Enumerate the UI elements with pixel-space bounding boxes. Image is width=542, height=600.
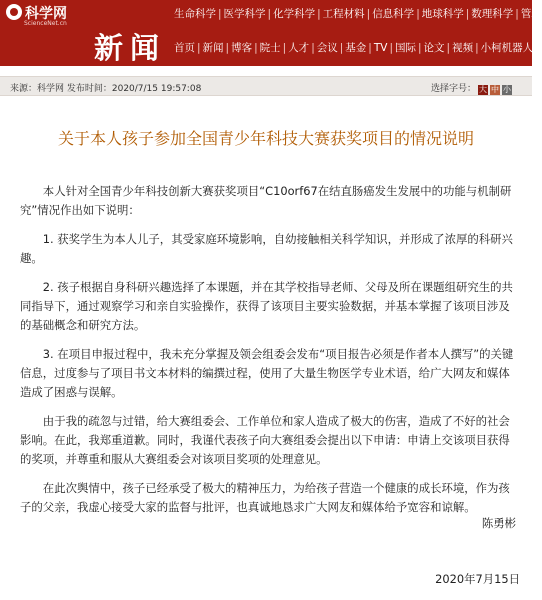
nav-item-information[interactable]: 信息科学 — [372, 8, 415, 20]
nav-item-blog[interactable]: 博客 — [231, 42, 253, 54]
nav-separator: | — [282, 42, 287, 54]
main-nav — [174, 40, 532, 58]
nav-separator: | — [197, 42, 201, 54]
nav-separator: | — [218, 8, 222, 20]
nav-separator: | — [389, 42, 393, 54]
nav-item-fund[interactable]: 基金 — [345, 42, 367, 54]
nav-separator: | — [267, 8, 272, 20]
nav-item-life-science[interactable]: 生命科学 — [174, 8, 216, 20]
section-title: 新闻 — [94, 31, 167, 65]
font-size-label: 选择字号： — [430, 84, 476, 94]
nav-item-robot[interactable]: 小柯机器人 — [480, 42, 534, 54]
nav-separator: | — [311, 42, 315, 54]
logo-icon — [6, 4, 22, 20]
nav-separator: | — [465, 8, 470, 20]
font-size-large-button[interactable]: 大 — [479, 85, 487, 94]
nav-separator: | — [416, 8, 420, 20]
article-paragraph: 3. 在项目申报过程中，我未充分掌握及领会组委会发布“项目报告必须是作者本人撰写”的关键信息，过度参与了项目书文本材料的编撰过程，使用了大量生物医学专业术语，给广大网友和媒体造成了困惑与误解。 — [20, 347, 514, 399]
nav-item-papers[interactable]: 论文 — [423, 42, 445, 54]
nav-item-engineering[interactable]: 工程材料 — [322, 8, 365, 20]
nav-separator: | — [339, 42, 344, 54]
nav-item-talent[interactable]: 人才 — [288, 42, 310, 54]
nav-item-academician[interactable]: 院士 — [259, 42, 281, 54]
nav-item-news[interactable]: 新闻 — [202, 42, 224, 54]
logo-subtitle: ScienceNet.cn — [24, 20, 67, 27]
article-paragraph: 由于我的疏忽与过错，给大赛组委会、工作单位和家人造成了极大的伤害，造成了不好的社会影响。在此，我郑重道歉。同时，我谨代表孩子向大赛组委会提出以下申请：申请上交该项目获得的奖项，并尊重和服从大赛组委会对该项目奖项的处理意见。 — [20, 414, 510, 466]
nav-item-management[interactable]: 管理 — [520, 8, 542, 20]
nav-separator: | — [225, 42, 230, 54]
article-body — [20, 182, 515, 527]
nav-separator: | — [515, 8, 519, 20]
article-paragraph: 2. 孩子根据自身科研兴趣选择了本课题，并在其学校指导老师、父母及所在课题组研究生的共同指导下，通过观察学习和亲自实验操作，获得了该项目主要实验数据，并基本掌握了该项目涉及的基础概念和研究方法。 — [20, 280, 513, 332]
nav-item-tv[interactable]: TV — [373, 42, 388, 54]
nav-separator: | — [254, 42, 258, 54]
article — [0, 96, 532, 600]
article-meta-bar — [0, 76, 532, 96]
nav-separator: | — [475, 42, 479, 54]
article-paragraph: 在此次舆情中，孩子已经承受了极大的精神压力，为给孩子营造一个健康的成长环境，作为孩子的父亲，我虚心接受大家的监督与批评，也真诚地恳求广大网友和媒体给予宽容和谅解。 — [20, 481, 510, 514]
nav-item-earth-science[interactable]: 地球科学 — [421, 8, 464, 20]
article-source — [10, 81, 201, 94]
nav-separator: | — [366, 8, 371, 20]
nav-separator: | — [417, 42, 422, 54]
nav-item-medical-science[interactable]: 医学科学 — [223, 8, 266, 20]
article-paragraph: 1. 获奖学生为本人儿子，其受家庭环境影响，自幼接触相关科学知识，并形成了浓厚的科研兴趣。 — [20, 232, 513, 265]
top-nav — [174, 6, 542, 24]
nav-item-home[interactable]: 首页 — [174, 42, 195, 54]
nav-item-math-physics[interactable]: 数理科学 — [471, 8, 514, 20]
logo-text: 科学网 — [25, 6, 67, 22]
article-signature: 陈勇彬 — [481, 516, 516, 530]
source-text: 来源：科学网 发布时间：2020/7/15 19:57:08 — [10, 84, 202, 94]
site-header — [0, 0, 542, 66]
nav-item-meeting[interactable]: 会议 — [316, 42, 338, 54]
article-title: 关于本人孩子参加全国青少年科技大赛获奖项目的情况说明 — [57, 129, 474, 148]
nav-separator: | — [317, 8, 321, 20]
font-size-medium-button[interactable]: 中 — [491, 85, 499, 94]
article-paragraph: 本人针对全国青少年科技创新大赛获奖项目“C10orf67在结直肠癌发生发展中的功能与机制研究”情况作出如下说明： — [20, 184, 512, 217]
site-logo[interactable] — [0, 0, 86, 66]
nav-separator: | — [368, 42, 372, 54]
nav-item-video[interactable]: 视频 — [452, 42, 474, 54]
font-size-small-button[interactable]: 小 — [503, 85, 511, 94]
article-date: 2020年7月15日 — [435, 572, 520, 586]
nav-separator: | — [446, 42, 451, 54]
font-size-selector — [431, 81, 512, 95]
nav-item-chemistry[interactable]: 化学科学 — [273, 8, 316, 20]
nav-item-international[interactable]: 国际 — [394, 42, 416, 54]
